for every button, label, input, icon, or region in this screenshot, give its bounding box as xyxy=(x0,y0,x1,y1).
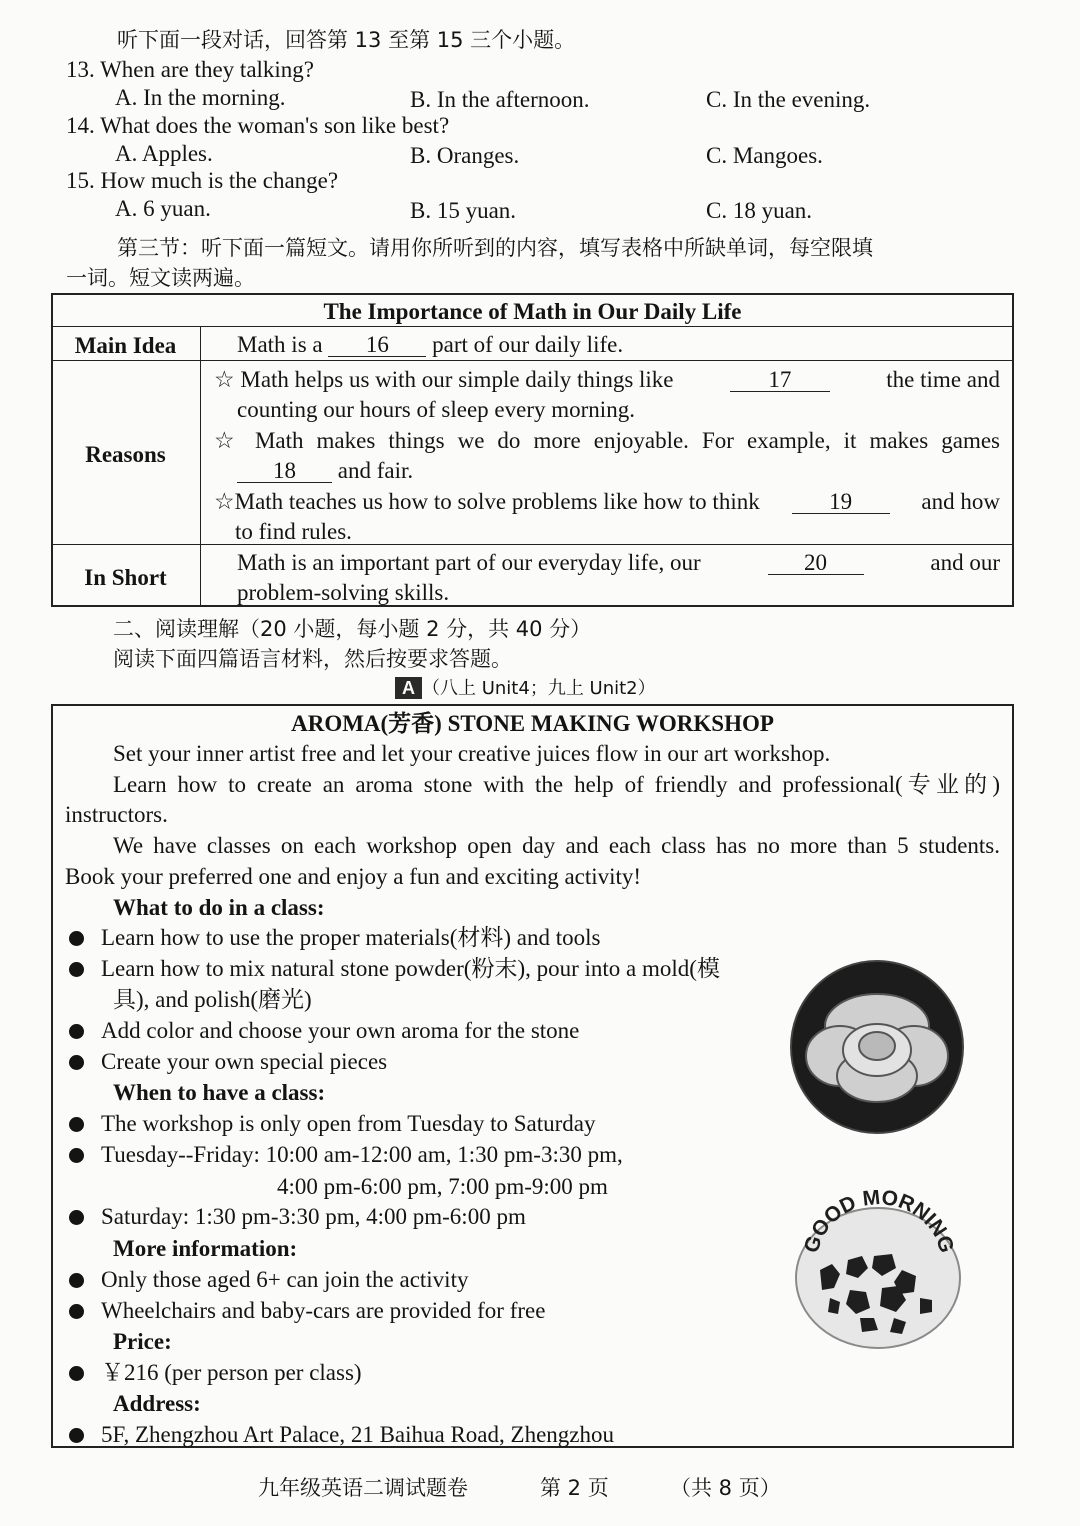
ad-p2-cont: instructors. xyxy=(65,802,168,827)
main-idea-label: Main Idea xyxy=(74,333,177,358)
bullet xyxy=(69,1210,84,1225)
when-heading: When to have a class: xyxy=(113,1080,326,1105)
what-item-3: Add color and choose your own aroma for the stone xyxy=(101,1018,580,1043)
bullet xyxy=(69,1273,84,1288)
option-15a: A. 6 yuan. xyxy=(115,196,211,221)
question-15: 15. How much is the change? xyxy=(66,168,339,193)
what-item-1: Learn how to use the proper materials(材料) and tools xyxy=(101,925,601,950)
ad-p3: We have classes on each workshop open day and each class has no more than 5 students. xyxy=(113,833,1000,858)
address-item: 5F, Zhengzhou Art Palace, 21 Baihua Road, Zhengzhou xyxy=(101,1422,614,1447)
in-short-label: In Short xyxy=(84,565,167,590)
bullet xyxy=(69,1024,84,1039)
option-14b: B. Oranges. xyxy=(410,143,520,168)
reason-2-post: and fair. xyxy=(337,458,414,483)
reading-instruction: 阅读下面四篇语言材料，然后按要求答题。 xyxy=(113,647,512,671)
table-rule xyxy=(51,544,1014,545)
section3-instruction: 第三节：听下面一篇短文。请用你所听到的内容，填写表格中所缺单词，每空限填 xyxy=(117,236,873,260)
stone-text: GOOD MORNING xyxy=(799,1190,959,1256)
in-short-post: and our xyxy=(930,550,1000,575)
reason-1 xyxy=(214,368,1000,392)
more-heading: More information: xyxy=(113,1236,298,1261)
in-short-pre: Math is an important part of our everyday life, our xyxy=(237,550,701,575)
blank-16[interactable]: 16 xyxy=(328,333,426,357)
when-item-2-cont: 4:00 pm-6:00 pm, 7:00 pm-9:00 pm xyxy=(277,1174,608,1199)
what-item-2-cont: 具), and polish(磨光) xyxy=(113,987,312,1012)
main-idea-post: part of our daily life. xyxy=(432,332,624,357)
table-title: The Importance of Math in Our Daily Life xyxy=(323,299,742,324)
passage-letter: A xyxy=(395,677,422,699)
question-14: 14. What does the woman's son like best? xyxy=(66,113,450,138)
what-heading: What to do in a class: xyxy=(113,895,325,920)
footer-total: （共 8 页） xyxy=(670,1476,781,1500)
option-13b: B. In the afternoon. xyxy=(410,87,590,112)
price-item: ￥216 (per person per class) xyxy=(101,1360,362,1385)
option-15b: B. 15 yuan. xyxy=(410,198,517,223)
bullet xyxy=(69,1117,84,1132)
reasons-label: Reasons xyxy=(85,442,166,467)
unit-note: （八上 Unit4；九上 Unit2） xyxy=(422,678,656,699)
reading-heading: 二、阅读理解（20 小题，每小题 2 分，共 40 分） xyxy=(113,617,592,641)
price-heading: Price: xyxy=(113,1329,172,1354)
address-heading: Address: xyxy=(113,1391,201,1416)
reason-1-cont: counting our hours of sleep every morning. xyxy=(237,397,635,422)
in-short-text xyxy=(237,551,1000,575)
good-morning-stone-image xyxy=(790,1190,965,1350)
reason-3 xyxy=(214,490,1000,514)
bullet xyxy=(69,1148,84,1163)
bullet xyxy=(69,1428,84,1443)
question-13: 13. When are they talking? xyxy=(66,57,315,82)
rose-stone-image xyxy=(788,958,966,1136)
option-14a: A. Apples. xyxy=(115,141,213,166)
option-15c: C. 18 yuan. xyxy=(706,198,813,223)
option-14c: C. Mangoes. xyxy=(706,143,823,168)
blank-19[interactable]: 19 xyxy=(792,490,890,514)
blank-18[interactable]: 18 xyxy=(237,459,332,483)
listening-intro: 听下面一段对话，回答第 13 至第 15 三个小题。 xyxy=(117,28,576,52)
main-idea-text xyxy=(237,333,623,357)
blank-20[interactable]: 20 xyxy=(768,551,864,575)
bullet xyxy=(69,1304,84,1319)
footer-exam-name: 九年级英语二调试题卷 xyxy=(258,1476,468,1500)
when-item-2: Tuesday--Friday: 10:00 am-12:00 am, 1:30 pm-3:30 pm, xyxy=(101,1142,623,1167)
option-13c: C. In the evening. xyxy=(706,87,871,112)
table-rule xyxy=(200,326,201,607)
when-item-3: Saturday: 1:30 pm-3:30 pm, 4:00 pm-6:00 pm xyxy=(101,1204,526,1229)
more-item-2: Wheelchairs and baby-cars are provided for free xyxy=(101,1298,546,1323)
table-rule xyxy=(51,360,1014,361)
option-13a: A. In the morning. xyxy=(115,85,286,110)
footer-page: 第 2 页 xyxy=(540,1476,609,1500)
bullet xyxy=(69,931,84,946)
bullet xyxy=(69,1055,84,1070)
reason-2-cont xyxy=(237,459,413,483)
blank-17[interactable]: 17 xyxy=(730,368,830,392)
when-item-1: The workshop is only open from Tuesday to Saturday xyxy=(101,1111,596,1136)
bullet xyxy=(69,962,84,977)
main-idea-pre: Math is a xyxy=(237,332,323,357)
what-item-2: Learn how to mix natural stone powder(粉末), pour into a mold(模 xyxy=(101,956,720,981)
ad-p2: Learn how to create an aroma stone with the help of friendly and professional(专业的) xyxy=(113,772,1000,797)
bullet xyxy=(69,1366,84,1381)
section3-instruction-cont: 一词。短文读两遍。 xyxy=(66,266,255,290)
reason-1-post: the time and xyxy=(886,367,1000,392)
ad-title: AROMA(芳香) STONE MAKING WORKSHOP xyxy=(291,711,774,736)
reason-3-cont: to find rules. xyxy=(235,519,352,544)
reason-3-post: and how xyxy=(921,489,1000,514)
ad-p3-cont: Book your preferred one and enjoy a fun and exciting activity! xyxy=(65,864,642,889)
reason-1-pre: ☆ Math helps us with our simple daily things like xyxy=(214,367,674,392)
more-item-1: Only those aged 6+ can join the activity xyxy=(101,1267,469,1292)
what-item-4: Create your own special pieces xyxy=(101,1049,388,1074)
table-rule xyxy=(51,326,1014,327)
in-short-cont: problem-solving skills. xyxy=(237,580,450,605)
ad-p1: Set your inner artist free and let your creative juices flow in our art workshop. xyxy=(113,741,831,766)
reason-2: ☆ Math makes things we do more enjoyable. For example, it makes games xyxy=(214,428,1000,453)
reason-3-pre: ☆Math teaches us how to solve problems like how to think xyxy=(214,489,760,514)
passage-label xyxy=(395,677,656,699)
